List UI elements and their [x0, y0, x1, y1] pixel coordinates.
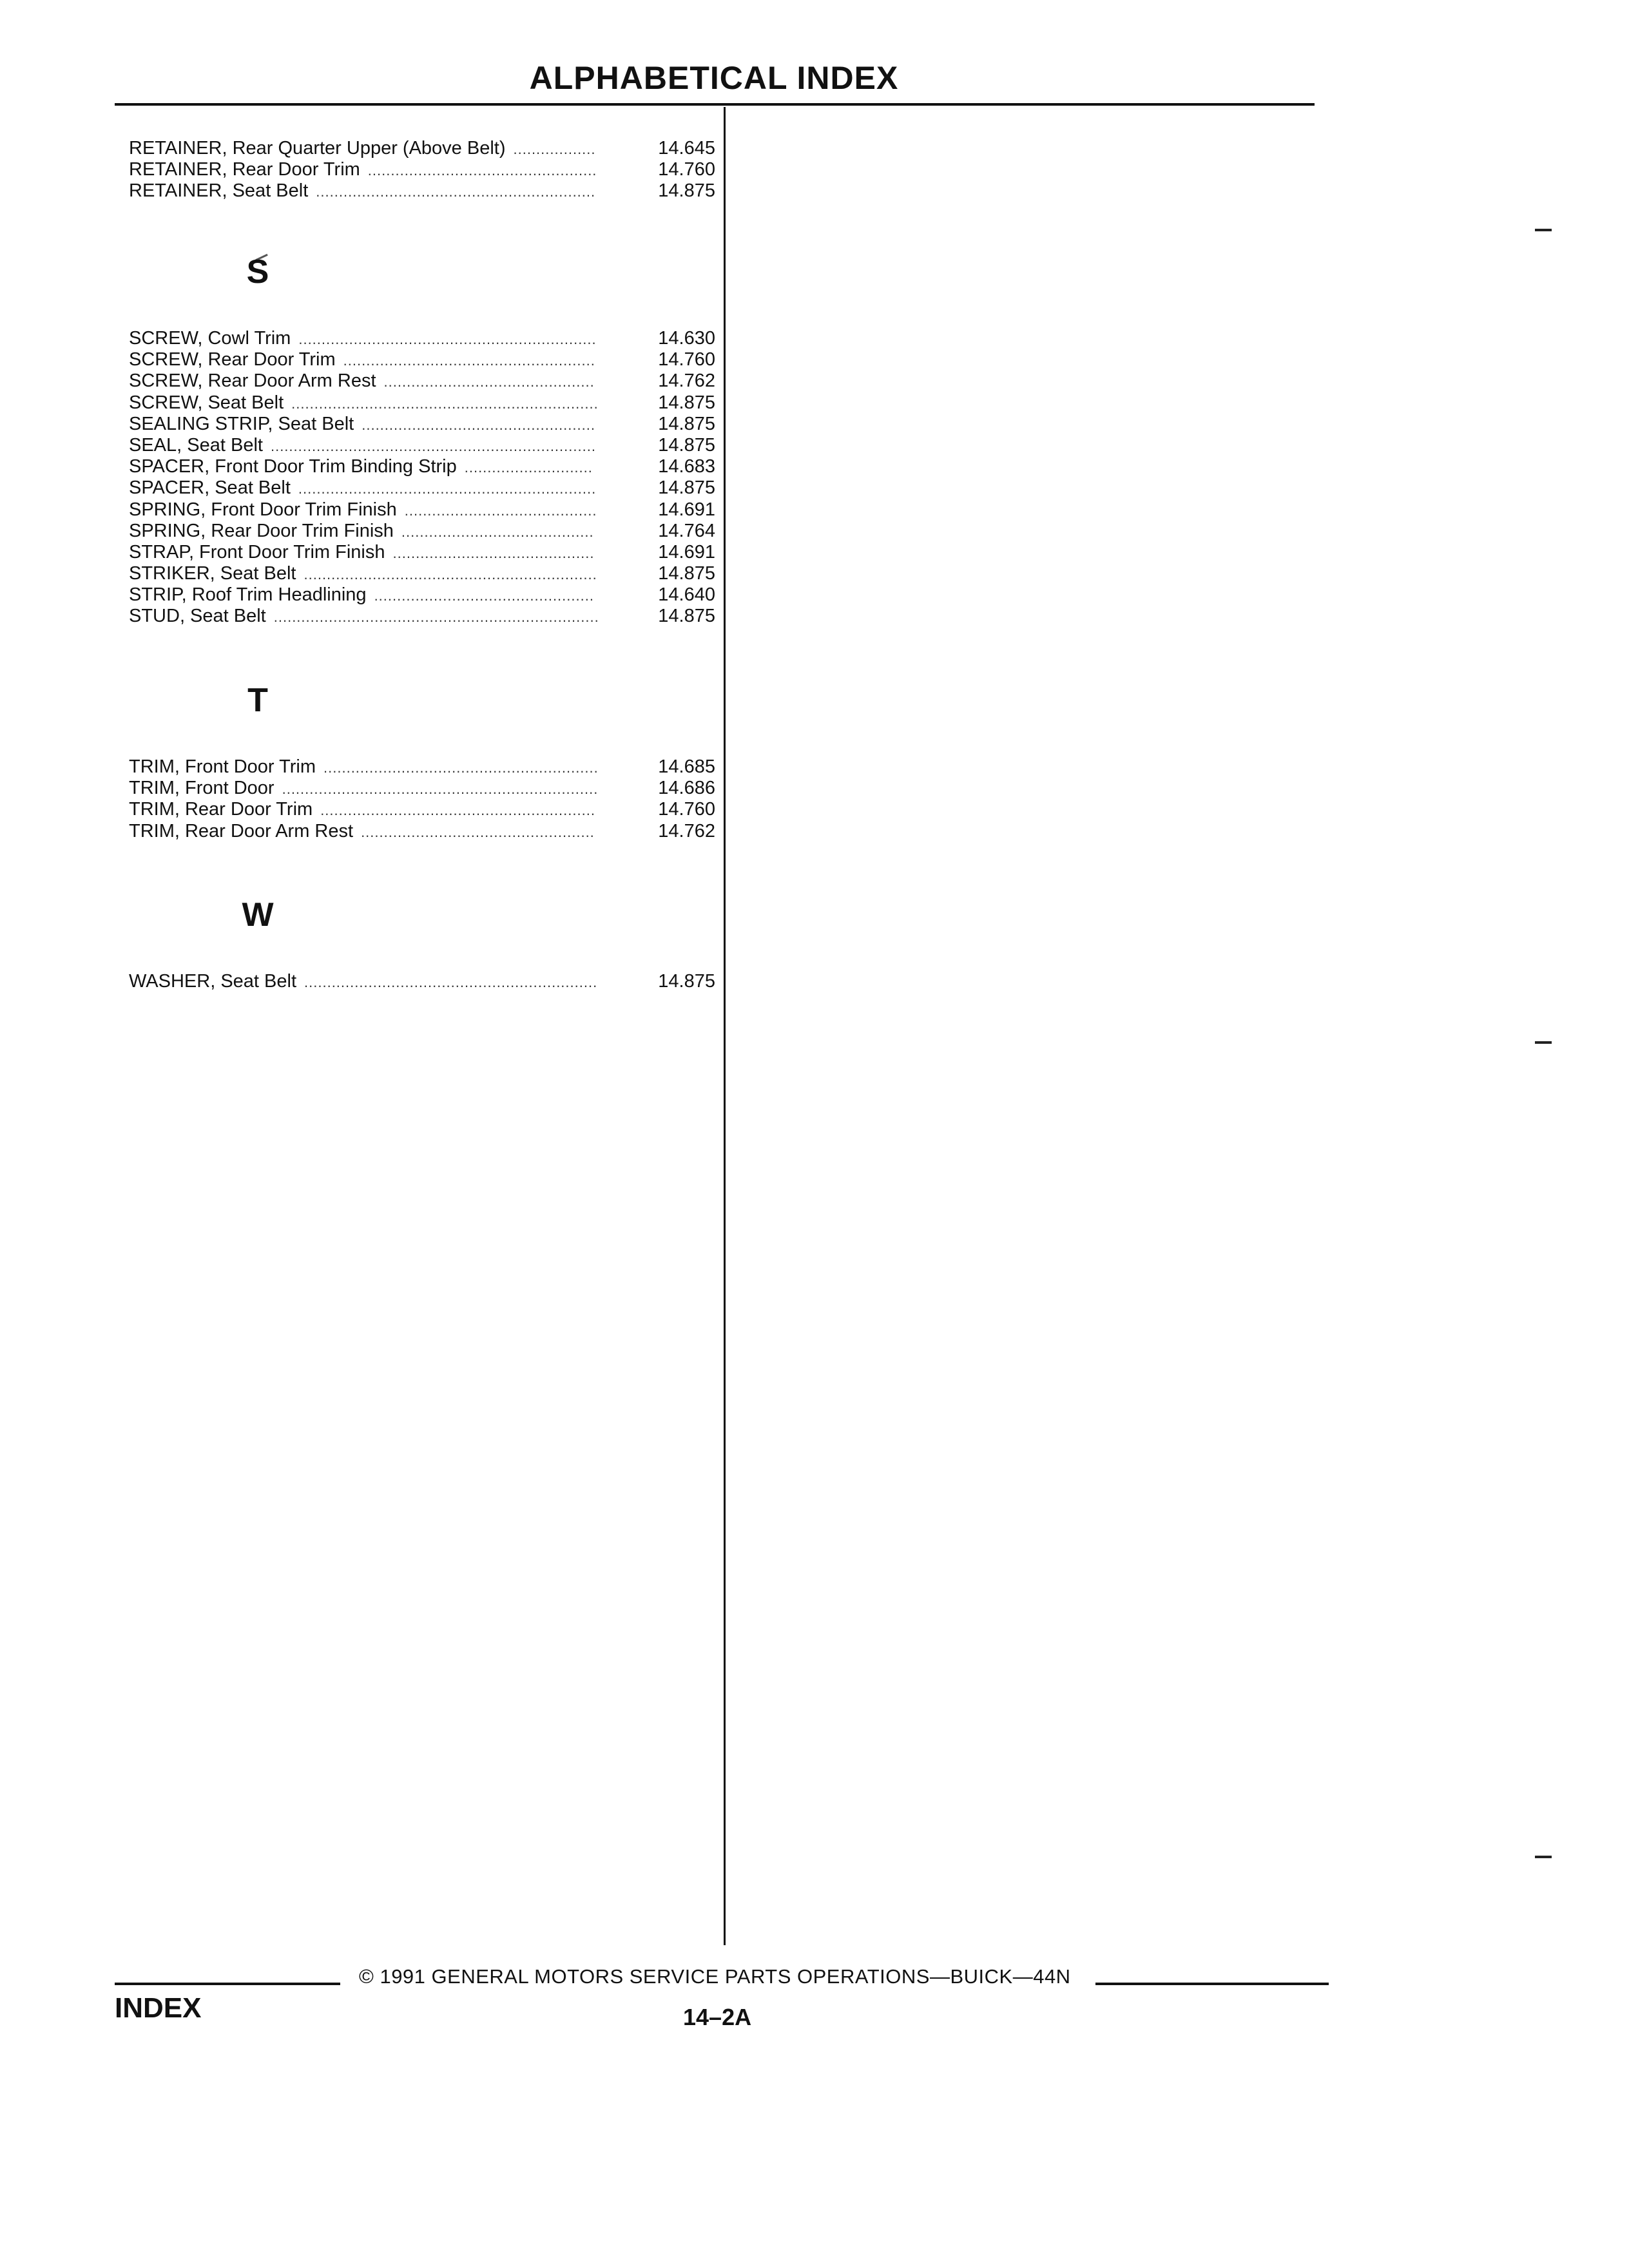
index-entry [129, 392, 715, 414]
index-entry [129, 499, 715, 521]
footer-copyright: © 1991 GENERAL MOTORS SERVICE PARTS OPERATIONS—BUICK—44N [359, 1965, 1071, 1988]
index-entry [129, 971, 715, 992]
entry-page-number: 14.645 [658, 138, 715, 159]
entry-list [129, 971, 715, 992]
entry-page-number: 14.760 [658, 799, 715, 820]
dot-leader: ............................................................ [320, 802, 595, 819]
dot-leader: ....................................................................... [273, 609, 599, 626]
entry-name: SEAL, Seat Belt [129, 434, 263, 456]
dot-leader: ................................................................ [304, 974, 598, 990]
edge-mark [1535, 1856, 1552, 1858]
entry-page-number: 14.875 [658, 434, 715, 456]
dot-leader: .................. [513, 141, 596, 157]
entry-page-number: 14.762 [658, 370, 715, 392]
entry-name: SPACER, Front Door Trim Binding Strip [129, 456, 457, 477]
dot-leader: .......................................... [404, 502, 597, 519]
entry-page-number: 14.875 [658, 606, 715, 627]
entry-name: STRIKER, Seat Belt [129, 563, 296, 584]
entry-page-number: 14.691 [658, 541, 715, 562]
entry-list [129, 138, 715, 202]
entry-page-number: 14.764 [658, 520, 715, 541]
entry-name: STRIP, Roof Trim Headlining [129, 584, 367, 606]
entry-name: RETAINER, Rear Quarter Upper (Above Belt) [129, 138, 506, 159]
entry-page-number: 14.760 [658, 349, 715, 370]
entry-page-number: 14.875 [658, 477, 715, 499]
dot-leader: ................................................ [374, 588, 594, 604]
index-entry [129, 521, 715, 542]
entry-page-number: 14.630 [658, 328, 715, 349]
entry-name: TRIM, Rear Door Trim [129, 799, 313, 820]
dot-leader: ............................................................ [323, 760, 599, 776]
entry-page-number: 14.691 [658, 499, 715, 520]
entry-name: STUD, Seat Belt [129, 606, 266, 627]
index-entry [129, 477, 715, 499]
footer-rule-left [115, 1983, 340, 1985]
entry-list [129, 756, 715, 842]
index-entry [129, 159, 715, 180]
entry-page-number: 14.685 [658, 756, 715, 777]
dot-leader: ............................................ [392, 544, 595, 561]
index-entry [129, 349, 715, 370]
entry-page-number: 14.875 [658, 392, 715, 413]
entry-name: SPRING, Rear Door Trim Finish [129, 520, 394, 541]
entry-page-number: 14.875 [658, 413, 715, 434]
index-entry [129, 435, 715, 456]
page-title: ALPHABETICAL INDEX [529, 60, 899, 96]
dot-leader: .................................................. [367, 162, 597, 179]
entry-name: SPRING, Front Door Trim Finish [129, 499, 397, 520]
entry-name: SPACER, Seat Belt [129, 477, 291, 499]
entry-page-number: 14.762 [658, 820, 715, 841]
index-entry [129, 584, 715, 606]
index-entry [129, 414, 715, 435]
entry-page-number: 14.686 [658, 778, 715, 799]
entry-page-number: 14.875 [658, 563, 715, 584]
edge-mark [1535, 229, 1552, 231]
index-entry [129, 606, 715, 627]
dot-leader: ....................................................................... [270, 437, 596, 454]
dot-leader: ..................................................................... [282, 781, 599, 798]
dot-leader: ................................................................... [291, 395, 599, 412]
dot-leader: ................................................... [361, 416, 595, 433]
index-entry [129, 138, 715, 159]
dot-leader: ....................................................... [343, 352, 595, 369]
index-entry [129, 778, 715, 799]
entry-name: TRIM, Rear Door Arm Rest [129, 820, 354, 841]
entry-name: SEALING STRIP, Seat Belt [129, 413, 354, 434]
entry-page-number: 14.683 [658, 456, 715, 477]
dot-leader: ............................ [464, 459, 593, 476]
index-entry [129, 756, 715, 778]
entry-page-number: 14.875 [658, 971, 715, 992]
title-rule [115, 103, 1315, 106]
index-entry [129, 821, 715, 842]
entry-name: STRAP, Front Door Trim Finish [129, 541, 385, 562]
section-letter: T [247, 682, 268, 719]
entry-list [129, 328, 715, 628]
dot-leader: ................................................................. [298, 331, 597, 347]
index-entry [129, 370, 715, 392]
entry-name: RETAINER, Rear Door Trim [129, 159, 360, 180]
index-entry [129, 456, 715, 477]
index-entry [129, 563, 715, 584]
entry-name: TRIM, Front Door [129, 778, 275, 799]
dot-leader: .......................................... [401, 523, 594, 540]
index-entry [129, 542, 715, 563]
edge-mark [1535, 1041, 1552, 1044]
page-number: 14–2A [683, 2004, 752, 2030]
entry-page-number: 14.760 [658, 159, 715, 180]
column-divider [724, 107, 726, 1945]
index-entry [129, 180, 715, 202]
dot-leader: .............................................. [383, 374, 595, 390]
index-entry [129, 799, 715, 820]
entry-name: WASHER, Seat Belt [129, 971, 297, 992]
section-label: INDEX [115, 1992, 202, 2024]
entry-name: SCREW, Seat Belt [129, 392, 284, 413]
entry-page-number: 14.640 [658, 584, 715, 606]
section-letter: W [242, 896, 274, 934]
index-entry [129, 328, 715, 349]
dot-leader: ................................................................ [304, 566, 597, 583]
entry-name: SCREW, Rear Door Trim [129, 349, 336, 370]
section-letter: S [246, 253, 269, 291]
entry-page-number: 14.875 [658, 180, 715, 202]
dot-leader: ................................................... [361, 823, 595, 840]
entry-name: SCREW, Rear Door Arm Rest [129, 370, 376, 392]
dot-leader: ................................................................. [298, 481, 597, 497]
entry-name: TRIM, Front Door Trim [129, 756, 316, 777]
footer-rule-right [1095, 1983, 1329, 1985]
entry-name: RETAINER, Seat Belt [129, 180, 309, 202]
entry-name: SCREW, Cowl Trim [129, 328, 291, 349]
dot-leader: ............................................................. [316, 184, 596, 200]
